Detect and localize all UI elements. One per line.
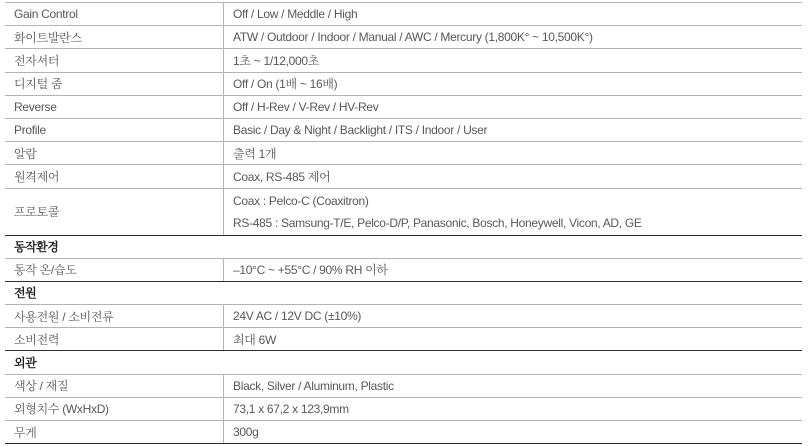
section-row-power bbox=[5, 282, 802, 305]
spec-label: 전자셔터 bbox=[5, 49, 224, 71]
spec-label: 색상 / 재질 bbox=[5, 375, 224, 397]
spec-value: Basic / Day & Night / Backlight / ITS / Indoor / User bbox=[233, 123, 488, 138]
spec-value: Off / Low / Meddle / High bbox=[233, 7, 358, 22]
spec-value-line: RS-485 : Samsung-T/E, Pelco-D/P, Panasonic, Bosch, Honeywell, Vicon, AD, GE bbox=[233, 215, 642, 230]
spec-value-line: Coax : Pelco-C (Coaxitron) bbox=[233, 193, 369, 208]
spec-label: 원격제어 bbox=[5, 165, 224, 187]
spec-value: 최대 6W bbox=[233, 332, 277, 347]
spec-value: Coax, RS-485 제어 bbox=[233, 169, 331, 184]
spec-label: Reverse bbox=[5, 96, 224, 118]
spec-table bbox=[5, 2, 802, 444]
spec-label: 디지털 줌 bbox=[5, 73, 224, 95]
table-row-power-consumption bbox=[5, 328, 802, 351]
table-row-operating-temp-humidity bbox=[5, 259, 802, 282]
table-row-white-balance bbox=[5, 26, 802, 49]
spec-label: 무게 bbox=[5, 421, 224, 443]
spec-value: Off / On (1배 ~ 16배) bbox=[233, 77, 338, 92]
spec-value: 1초 ~ 1/12,000초 bbox=[233, 53, 320, 68]
section-row-exterior bbox=[5, 351, 802, 374]
section-row-operating-environment bbox=[5, 236, 802, 259]
spec-value bbox=[224, 189, 802, 235]
spec-label: 프로토콜 bbox=[5, 189, 224, 235]
spec-value: 300g bbox=[233, 425, 259, 440]
table-row-digital-zoom bbox=[5, 73, 802, 96]
section-title: 전원 bbox=[14, 286, 37, 301]
table-row-remote-control bbox=[5, 165, 802, 188]
spec-value: 24V AC / 12V DC (±10%) bbox=[233, 309, 362, 324]
table-row-electronic-shutter bbox=[5, 49, 802, 72]
spec-label: 동작 온/습도 bbox=[5, 259, 224, 281]
spec-value: ATW / Outdoor / Indoor / Manual / AWC / Mercury (1,800K° ~ 10,500K°) bbox=[233, 30, 593, 45]
spec-label: 알람 bbox=[5, 142, 224, 164]
spec-label: 화이트발란스 bbox=[5, 26, 224, 48]
table-row-gain-control bbox=[5, 3, 802, 26]
table-row-input-voltage-current bbox=[5, 305, 802, 328]
spec-value: –10°C ~ +55°C / 90% RH 이하 bbox=[233, 263, 388, 278]
table-row-alarm bbox=[5, 142, 802, 165]
spec-value: 73,1 x 67,2 x 123,9mm bbox=[233, 401, 349, 416]
section-title: 외관 bbox=[14, 356, 37, 371]
spec-value: Black, Silver / Aluminum, Plastic bbox=[233, 378, 394, 393]
spec-label: 소비전력 bbox=[5, 328, 224, 350]
table-row-weight bbox=[5, 421, 802, 444]
spec-value: 출력 1개 bbox=[233, 146, 277, 161]
table-row-protocol bbox=[5, 189, 802, 236]
section-title: 동작환경 bbox=[14, 240, 59, 255]
table-row-reverse bbox=[5, 96, 802, 119]
spec-label: 외형치수 (WxHxD) bbox=[5, 398, 224, 420]
spec-label: Profile bbox=[5, 119, 224, 141]
table-row-dimensions bbox=[5, 398, 802, 421]
table-row-profile bbox=[5, 119, 802, 142]
spec-label: Gain Control bbox=[5, 3, 224, 25]
table-row-color-material bbox=[5, 375, 802, 398]
spec-label: 사용전원 / 소비전류 bbox=[5, 305, 224, 327]
spec-value: Off / H-Rev / V-Rev / HV-Rev bbox=[233, 99, 379, 114]
